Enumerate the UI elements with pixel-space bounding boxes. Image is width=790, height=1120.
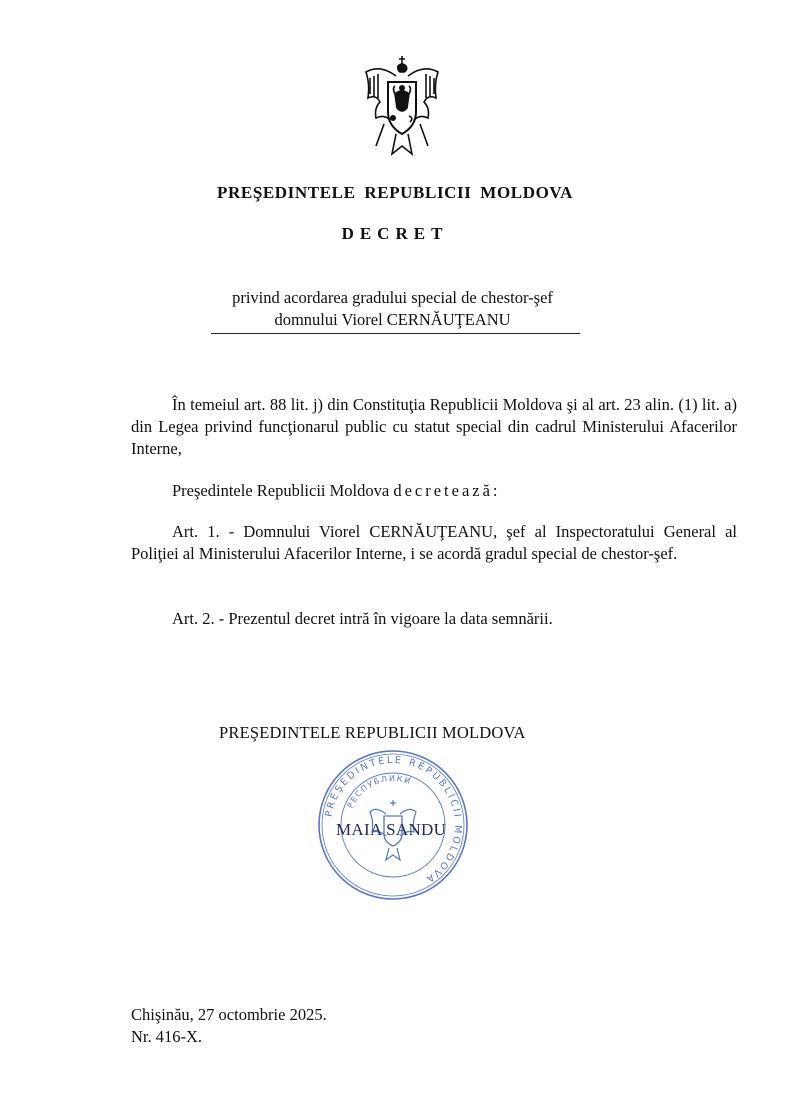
subject-line-2: domnului Viorel CERNĂUŢEANU	[274, 310, 511, 329]
svg-text:РЕСПУБЛИКИ	[346, 774, 413, 810]
decree-intro-paragraph	[131, 480, 737, 502]
decree-verb: decretează:	[393, 481, 501, 500]
article-2: Art. 2. - Prezentul decret intră în vigoare la data semnării.	[172, 609, 553, 628]
place-and-date: Chişinău, 27 octombrie 2025.	[131, 1005, 327, 1024]
decree-intro-text: Preşedintele Republicii Moldova	[172, 481, 390, 500]
subject-line-1: privind acordarea gradului special de chestor-şef	[232, 288, 553, 307]
institution-heading: PREŞEDINTELE REPUBLICII MOLDOVA	[217, 183, 573, 202]
decree-number: Nr. 416-X.	[131, 1027, 203, 1046]
coat-of-arms-icon	[362, 54, 442, 158]
stamp-inner-text: РЕСПУБЛИКИ	[345, 773, 413, 810]
article-1: Art. 1. - Domnului Viorel CERNĂUŢEANU, şef al Inspectoratului General al Poliţiei al Ministerului Afacerilor Interne, i se acordă gradul special de chestor-şef.	[131, 522, 737, 563]
stamp-outer-text: PREŞEDINTELE REPUBLICII MOLDOVA	[323, 754, 464, 886]
preamble-paragraph: În temeiul art. 88 lit. j) din Constituţia Republicii Moldova şi al art. 23 alin. (1) lit. a) din Legea privind funcţionarul public cu statut special din cadrul Ministerului Afacerilor Interne,	[131, 395, 737, 458]
signatory-title: PREŞEDINTELE REPUBLICII MOLDOVA	[219, 723, 526, 742]
document-type-heading: DECRET	[341, 224, 449, 243]
decree-subject	[205, 287, 580, 331]
subject-underline	[211, 333, 580, 334]
signatory-name: MAIA SANDU	[336, 820, 447, 839]
